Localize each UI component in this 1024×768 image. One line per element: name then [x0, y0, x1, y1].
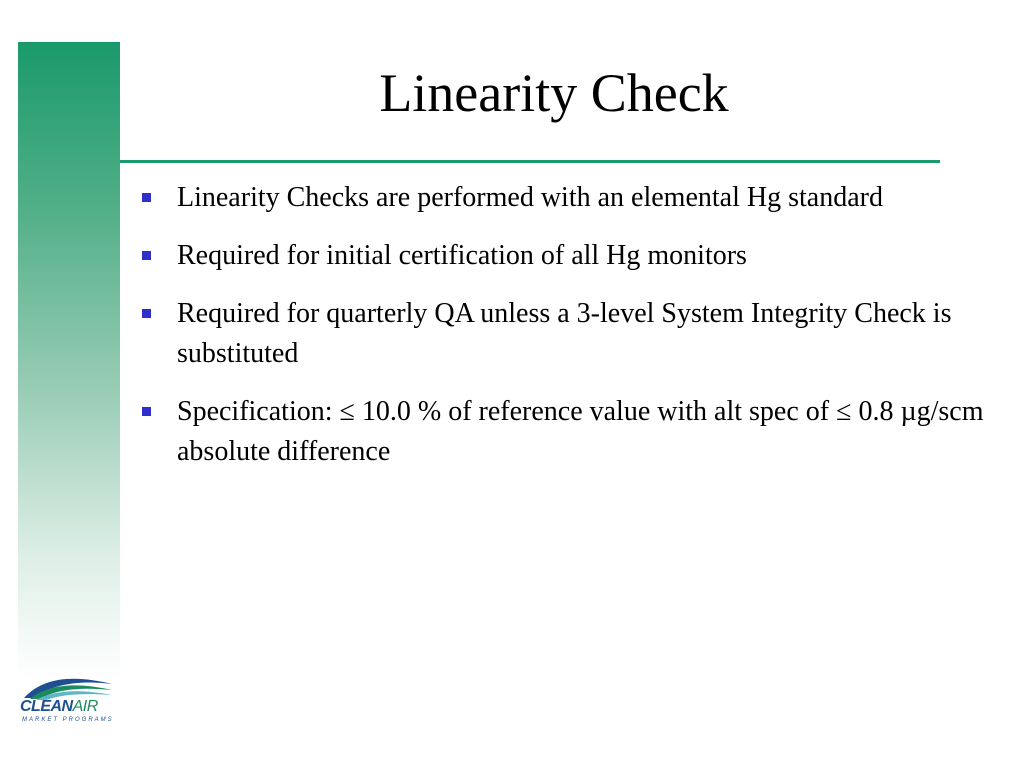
bullet-text: Linearity Checks are performed with an elemental Hg standard: [177, 182, 883, 213]
bullet-text: Required for quarterly QA unless a 3-level System Integrity Check is substituted: [177, 298, 952, 369]
square-bullet-icon: [142, 251, 151, 260]
side-gradient-bar: [18, 42, 120, 680]
bullet-list: [140, 178, 1000, 490]
square-bullet-icon: [142, 407, 151, 416]
bullet-text: Required for initial certification of all Hg monitors: [177, 240, 747, 271]
slide-title: Linearity Check: [379, 63, 729, 123]
bullet-item: [140, 178, 1000, 218]
bullet-item: [140, 236, 1000, 276]
clean-air-logo: [18, 672, 118, 732]
bullet-item: [140, 392, 1000, 472]
logo-subtitle: MARKET PROGRAMS: [22, 717, 114, 723]
bullet-text: Specification: ≤ 10.0 % of reference value with alt spec of ≤ 0.8 µg/scm absolute difference: [177, 396, 984, 467]
bullet-item: [140, 294, 1000, 374]
square-bullet-icon: [142, 193, 151, 202]
logo-air-text: AIR: [72, 698, 98, 715]
title-underline: [120, 160, 940, 163]
logo-clean-text: CLEAN: [20, 698, 73, 715]
square-bullet-icon: [142, 309, 151, 318]
logo-wordmark: [20, 698, 98, 716]
